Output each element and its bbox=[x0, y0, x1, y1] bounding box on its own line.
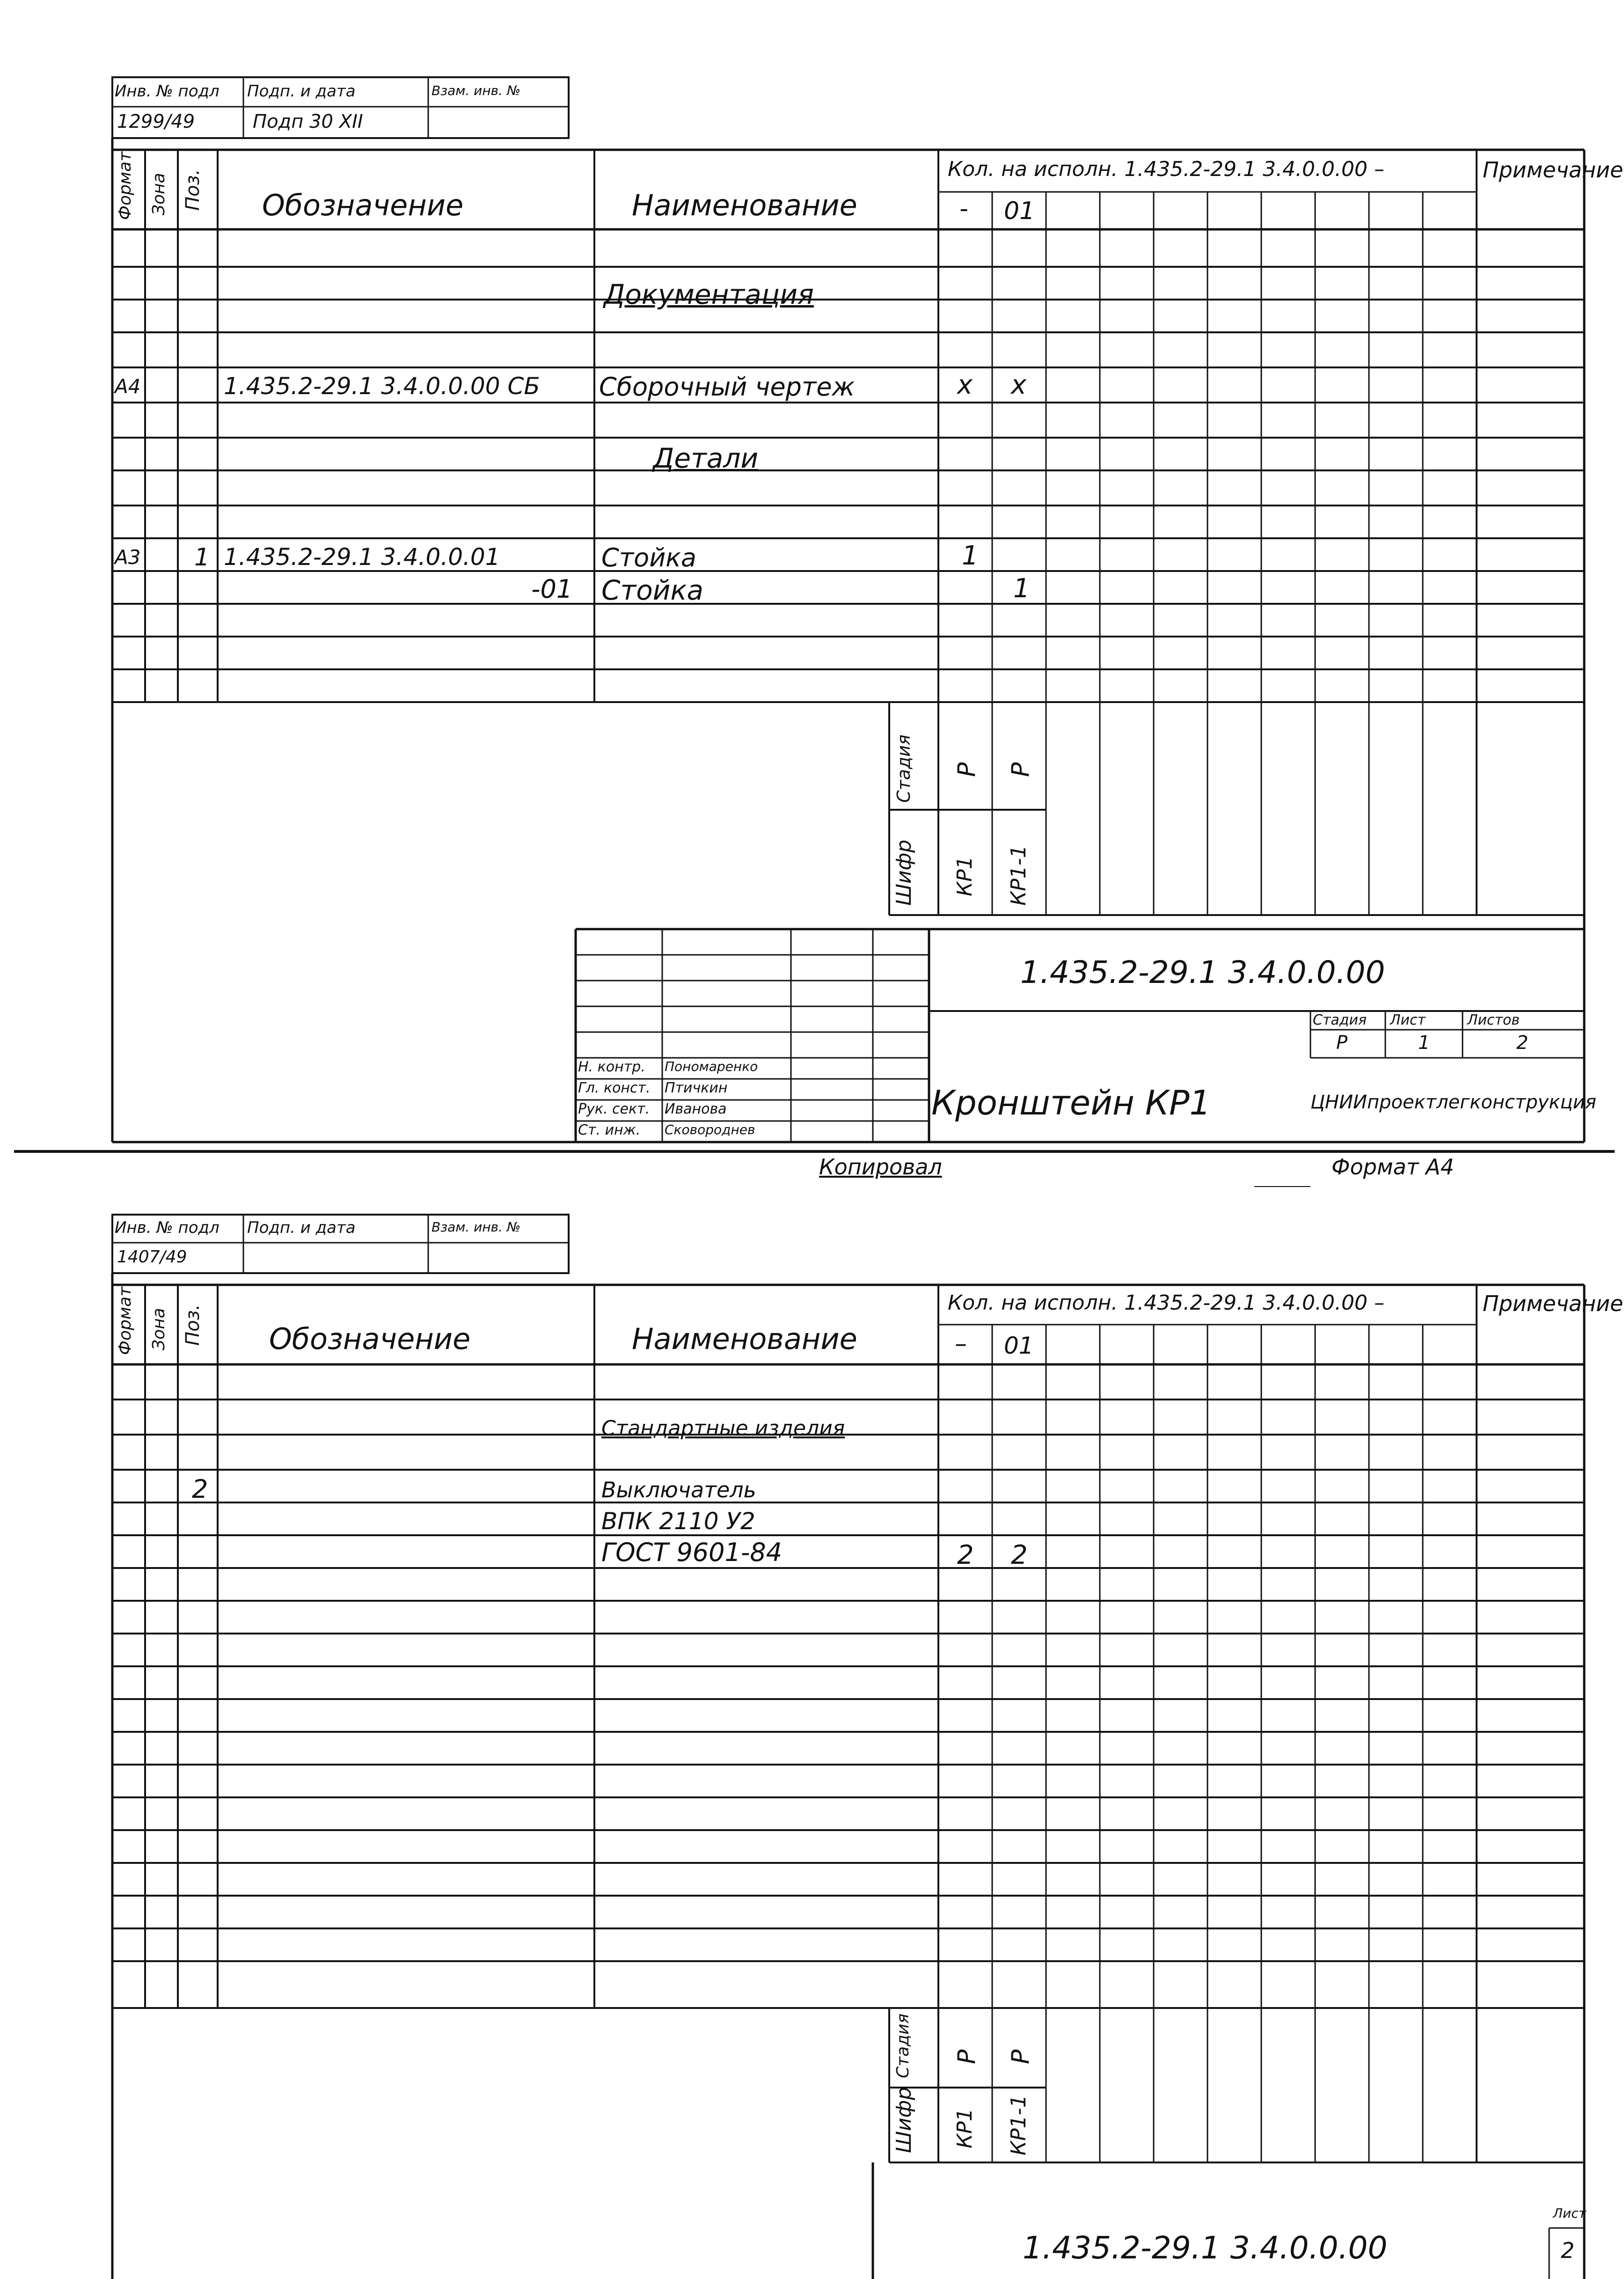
stage-value: Р bbox=[953, 762, 981, 777]
cipher-value: КР1 bbox=[953, 856, 977, 896]
stamp-sign-label: Подп. и дата bbox=[247, 1218, 356, 1237]
row-name: Сборочный чертеж bbox=[599, 372, 855, 402]
sheet-header: Лист bbox=[1553, 2206, 1586, 2221]
header-designation: Обозначение bbox=[262, 188, 464, 222]
document-title: Кронштейн КР1 bbox=[931, 1083, 1211, 1122]
stamp-inv-value: 1407/49 bbox=[117, 1247, 187, 1267]
stage-header: Стадия bbox=[1313, 1012, 1367, 1028]
sheet-header: Лист bbox=[1390, 1012, 1426, 1028]
row-format: А4 bbox=[115, 375, 141, 398]
stamp-inv-label: Инв. № подл bbox=[115, 1218, 219, 1237]
header-pos: Поз. bbox=[182, 1304, 204, 1346]
row-qty: х bbox=[957, 370, 973, 400]
section-documentation: Документация bbox=[604, 278, 814, 310]
header-dash: – bbox=[955, 1330, 967, 1358]
cipher-value: КР1-1 bbox=[1007, 2095, 1031, 2155]
header-note: Примечание bbox=[1483, 157, 1624, 183]
role-label: Ст. инж. bbox=[578, 1122, 641, 1138]
sheet-number: 2 bbox=[1561, 2238, 1575, 2263]
header-ex01: 01 bbox=[1004, 197, 1035, 225]
header-name: Наименование bbox=[632, 1322, 857, 1356]
copied-label: Копировал bbox=[819, 1154, 942, 1180]
header-format: Формат bbox=[116, 151, 135, 220]
row-qty: 2 bbox=[1011, 1540, 1028, 1570]
header-name: Наименование bbox=[632, 188, 857, 222]
cipher-label: Шифр bbox=[892, 2087, 916, 2153]
row-name: Стойка bbox=[601, 543, 697, 572]
cipher-value: КР1 bbox=[953, 2108, 977, 2148]
stamp-sign-label: Подп. и дата bbox=[247, 82, 356, 101]
header-qty: Кол. на исполн. 1.435.2-29.1 3.4.0.0.00 – bbox=[948, 1291, 1384, 1315]
document-code: 1.435.2-29.1 3.4.0.0.00 bbox=[1023, 2230, 1388, 2266]
section-parts: Детали bbox=[653, 442, 759, 474]
header-format: Формат bbox=[116, 1286, 135, 1355]
header-pos: Поз. bbox=[182, 169, 204, 211]
stamp-inv-value: 1299/49 bbox=[117, 111, 195, 132]
row-qty: 1 bbox=[1013, 573, 1030, 604]
row-designation: 1.435.2-29.1 3.4.0.0.00 СБ bbox=[224, 373, 540, 400]
row-qty: 1 bbox=[962, 541, 979, 571]
role-label: Рук. сект. bbox=[578, 1101, 650, 1117]
cipher-label: Шифр bbox=[892, 839, 916, 906]
stage-value: Р bbox=[1336, 1032, 1348, 1054]
sheets-count: 2 bbox=[1516, 1032, 1529, 1054]
section-standard-items: Стандартные изделия bbox=[601, 1416, 845, 1440]
person-name: Иванова bbox=[665, 1101, 727, 1117]
header-qty: Кол. на исполн. 1.435.2-29.1 3.4.0.0.00 – bbox=[948, 157, 1384, 181]
organization: ЦНИИпроектлегконструкция bbox=[1310, 1092, 1596, 1113]
person-name: Птичкин bbox=[665, 1080, 728, 1096]
row-designation: -01 bbox=[531, 574, 573, 604]
format-label: Формат А4 bbox=[1331, 1154, 1454, 1180]
row-name: ГОСТ 9601-84 bbox=[601, 1538, 783, 1567]
row-name: Выключатель bbox=[601, 1477, 756, 1502]
stage-value: Р bbox=[1007, 2049, 1035, 2064]
header-designation: Обозначение bbox=[269, 1322, 471, 1356]
stage-value: Р bbox=[953, 2049, 981, 2064]
stamp-sign-value: Подп 30 XII bbox=[253, 111, 363, 132]
document-code: 1.435.2-29.1 3.4.0.0.00 bbox=[1020, 954, 1385, 990]
row-qty: х bbox=[1011, 370, 1027, 400]
cipher-value: КР1-1 bbox=[1007, 845, 1031, 906]
header-note: Примечание bbox=[1483, 1291, 1624, 1316]
header-ex01: 01 bbox=[1004, 1332, 1034, 1359]
row-name: Стойка bbox=[601, 574, 704, 606]
row-position: 2 bbox=[192, 1474, 208, 1504]
stage-value: Р bbox=[1007, 762, 1035, 777]
person-name: Сковороднев bbox=[665, 1122, 755, 1137]
stage-label: Стадия bbox=[893, 2013, 913, 2078]
sheets-header: Листов bbox=[1467, 1012, 1520, 1028]
stamp-replace-label: Взам. инв. № bbox=[432, 1219, 521, 1235]
header-zone: Зона bbox=[149, 173, 168, 215]
stamp-inv-label: Инв. № подл bbox=[115, 82, 219, 101]
sheet-number: 1 bbox=[1418, 1032, 1430, 1054]
role-label: Н. контр. bbox=[578, 1059, 645, 1075]
header-zone: Зона bbox=[149, 1308, 168, 1350]
row-position: 1 bbox=[194, 543, 210, 572]
row-format: А3 bbox=[115, 546, 141, 569]
stage-label: Стадия bbox=[893, 734, 914, 803]
role-label: Гл. конст. bbox=[578, 1080, 651, 1096]
row-designation: 1.435.2-29.1 3.4.0.0.01 bbox=[224, 543, 500, 571]
header-dash: - bbox=[959, 195, 968, 223]
stamp-replace-label: Взам. инв. № bbox=[432, 83, 521, 98]
person-name: Пономаренко bbox=[665, 1059, 758, 1074]
row-qty: 2 bbox=[957, 1540, 974, 1570]
row-name: ВПК 2110 У2 bbox=[601, 1508, 755, 1535]
